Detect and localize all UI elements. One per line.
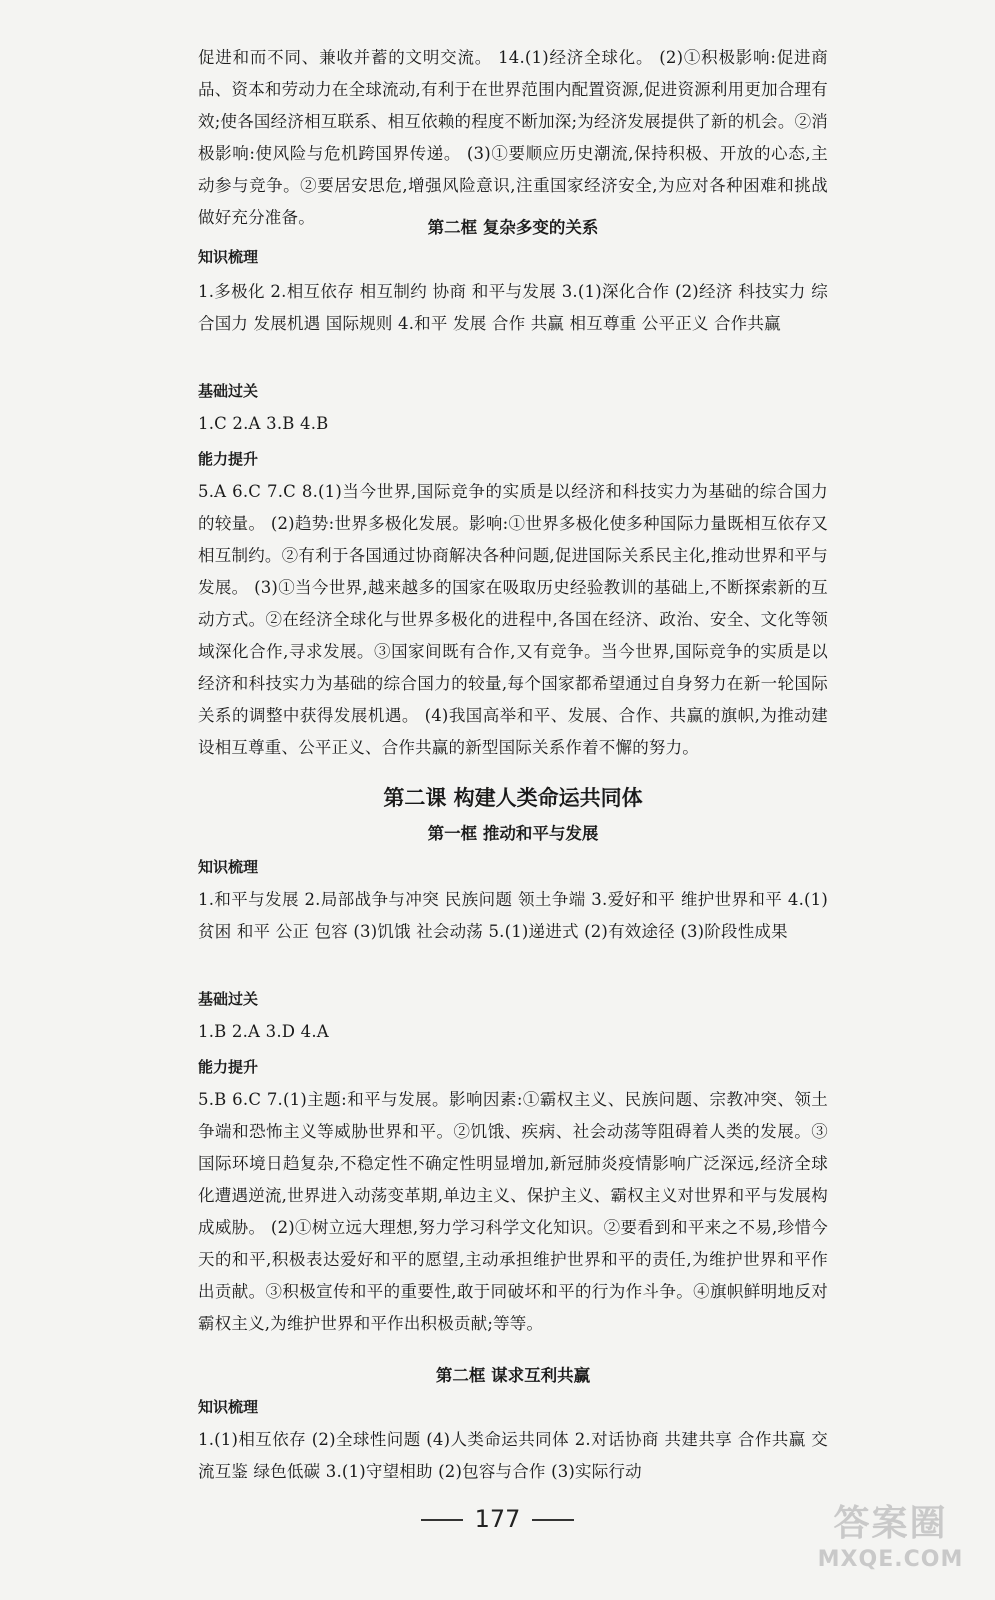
watermark-domain: MXQE.COM (817, 1547, 964, 1572)
lesson-frame1-knowledge-text: 1.和平与发展 2.局部战争与冲突 民族问题 领土争端 3.爱好和平 维护世界和平 4.(1)贫困 和平 公正 包容 (3)饥饿 社会动荡 5.(1)递进式 (2)有效途径 (3)阶段性成果 (198, 890, 828, 941)
site-watermark (798, 1502, 983, 1582)
watermark-logo-text: 答案圈 (833, 1503, 948, 1544)
lesson-frame1-knowledge-label: 知识梳理 (198, 858, 259, 876)
lesson-frame1-ability-text: 5.B 6.C 7.(1)主题:和平与发展。影响因素:①霸权主义、民族问题、宗教冲突、领土争端和恐怖主义等威胁世界和平。②饥饿、疾病、社会动荡等阻碍着人类的发展。③国际环境日趋复杂,不稳定性不确定性明显增加,新冠肺炎疫情影响广泛深远,经济全球化遭遇逆流,世界进入动荡变革期,单边主义、保护主义、霸权主义对世界和平与发展构成威胁。 (2)①树立远大理想,努力学习科学文化知识。②要看到和平来之不易,珍惜今天的和平,积极表达爱好和平的愿望,主动承担维护世界和平的责任,为维护世界和平作出贡献。③积极宣传和平的重要性,敢于同破坏和平的行为作斗争。④旗帜鲜明地反对霸权主义,为维护世界和平作出积极贡献;等等。 (198, 1090, 828, 1333)
lesson-frame2-title: 第二框 谋求互利共赢 (435, 1366, 591, 1385)
lesson-frame2-knowledge-label: 知识梳理 (198, 1398, 259, 1416)
lesson-title: 第二课 构建人类命运共同体 (383, 786, 643, 810)
frame2-basic-text: 1.C 2.A 3.B 4.B (198, 414, 329, 433)
page-number-dash-right (532, 1519, 574, 1521)
frame2-ability-label: 能力提升 (198, 450, 259, 468)
frame2-title: 第二框 复杂多变的关系 (427, 218, 599, 237)
lesson-frame1-ability-label: 能力提升 (198, 1058, 259, 1076)
lesson-frame1-title: 第一框 推动和平与发展 (427, 824, 599, 843)
frame2-ability-text: 5.A 6.C 7.C 8.(1)当今世界,国际竞争的实质是以经济和科技实力为基础的综合国力的较量。 (2)趋势:世界多极化发展。影响:①世界多极化使多种国际力量既相互依存又相互制约。②有利于各国通过协商解决各种问题,促进国际关系民主化,推动世界和平与发展。 (3)①当今世界,越来越多的国家在吸取历史经验教训的基础上,不断探索新的互动方式。②在经济全球化与世界多极化的进程中,各国在经济、政治、安全、文化等领域深化合作,寻求发展。③国家间既有合作,又有竞争。当今世界,国际竞争的实质是以经济和科技实力为基础的综合国力的较量,每个国家都希望通过自身努力在新一轮国际关系的调整中获得发展机遇。 (4)我国高举和平、发展、合作、共赢的旗帜,为推动建设相互尊重、公平正义、合作共赢的新型国际关系作着不懈的努力。 (198, 482, 828, 757)
frame2-knowledge-label: 知识梳理 (198, 248, 259, 266)
intro-paragraph: 促进和而不同、兼收并蓄的文明交流。 14.(1)经济全球化。 (2)①积极影响:促进商品、资本和劳动力在全球流动,有利于在世界范围内配置资源,促进资源利用更加合理有效;使各国经济相互联系、相互依赖的程度不断加深;为经济发展提供了新的机会。②消极影响:使风险与危机跨国界传递。 (3)①要顺应历史潮流,保持积极、开放的心态,主动参与竞争。②要居安思危,增强风险意识,注重国家经济安全,为应对各种困难和挑战做好充分准备。 (198, 48, 828, 227)
lesson-frame2-knowledge-text: 1.(1)相互依存 (2)全球性问题 (4)人类命运共同体 2.对话协商 共建共享 合作共赢 交流互鉴 绿色低碳 3.(1)守望相助 (2)包容与合作 (3)实际行动 (198, 1430, 828, 1481)
lesson-frame1-basic-label: 基础过关 (198, 990, 259, 1008)
frame2-knowledge-text: 1.多极化 2.相互依存 相互制约 协商 和平与发展 3.(1)深化合作 (2)经济 科技实力 综合国力 发展机遇 国际规则 4.和平 发展 合作 共赢 相互尊重 公平正义 合作共赢 (198, 282, 828, 333)
lesson-frame1-basic-text: 1.B 2.A 3.D 4.A (198, 1022, 329, 1041)
page-number-dash-left (421, 1519, 463, 1521)
frame2-basic-label: 基础过关 (198, 382, 259, 400)
page-number-value: 177 (474, 1505, 521, 1533)
